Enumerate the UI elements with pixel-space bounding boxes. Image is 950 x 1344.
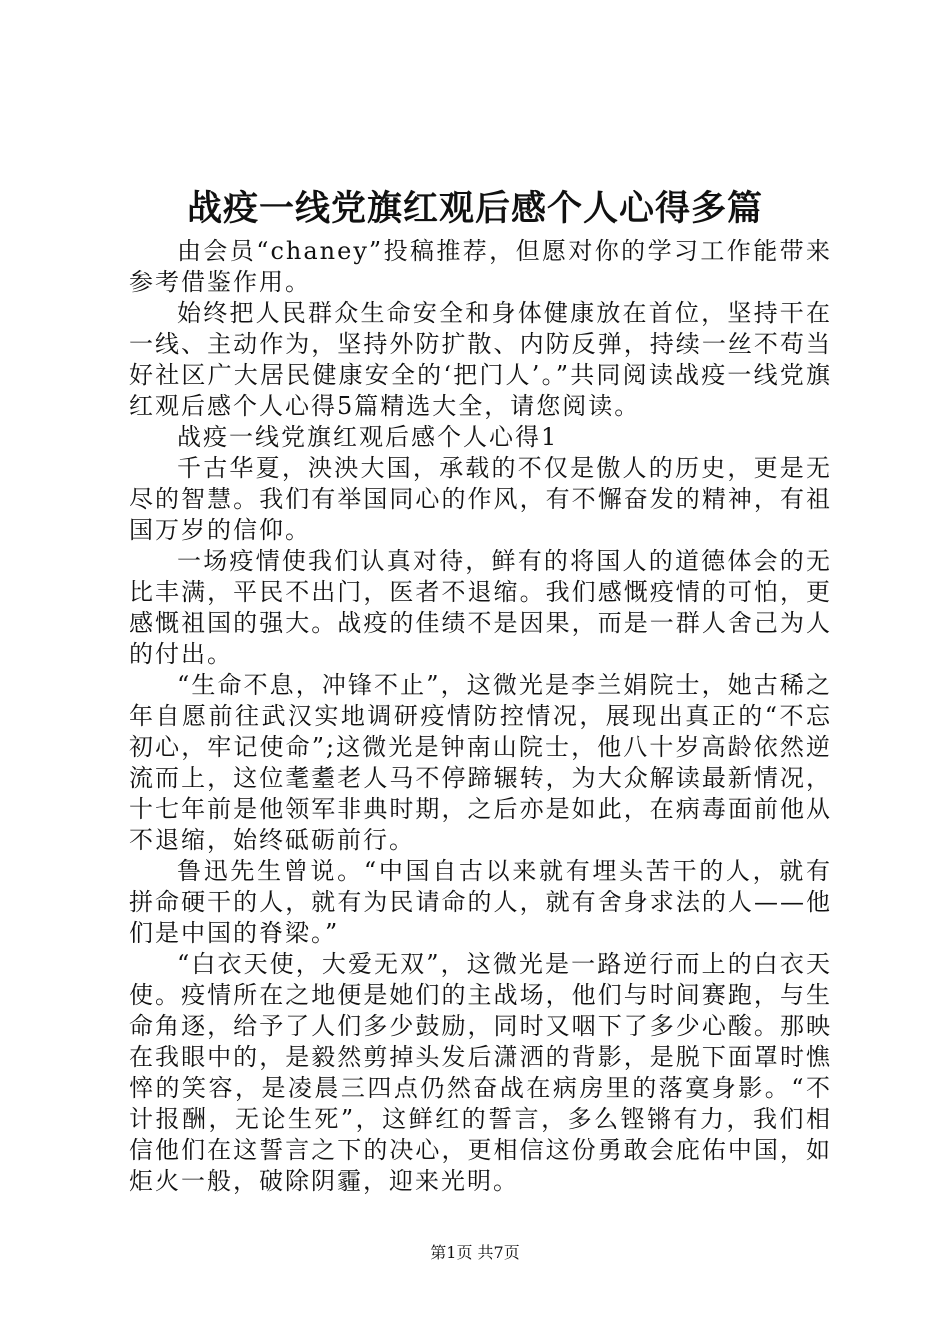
document-body	[129, 236, 832, 1197]
paragraph: “生命不息，冲锋不止”，这微光是李兰娟院士，她古稀之年自愿前往武汉实地调研疫情防控情况，展现出真正的“不忘初心，牢记使命”;这微光是钟南山院士，他八十岁高龄依然逆流而上，这位耄耋老人马不停蹄辗转，为大众解读最新情况，十七年前是他领军非典时期，之后亦是如此，在病毒面前他从不退缩，始终砥砺前行。	[129, 671, 832, 854]
paragraph: 鲁迅先生曾说。“中国自古以来就有埋头苦干的人，就有拼命硬干的人，就有为民请命的人，就有舍身求法的人——他们是中国的脊梁。”	[129, 857, 832, 947]
document-title: 战疫一线党旗红观后感个人心得多篇	[186, 188, 763, 229]
paragraph-intro: 由会员“chaney”投稿推荐，但愿对你的学习工作能带来参考借鉴作用。	[129, 237, 832, 296]
section-heading: 战疫一线党旗红观后感个人心得1	[177, 423, 559, 451]
page-number: 第1页 共7页	[430, 1243, 520, 1262]
paragraph: 千古华夏，泱泱大国，承载的不仅是傲人的历史，更是无尽的智慧。我们有举国同心的作风，有不懈奋发的精神，有祖国万岁的信仰。	[129, 454, 832, 544]
paragraph: 一场疫情使我们认真对待，鲜有的将国人的道德体会的无比丰满，平民不出门，医者不退缩。我们感慨疫情的可怕，更感慨祖国的强大。战疫的佳绩不是因果，而是一群人舍己为人的付出。	[129, 547, 832, 668]
paragraph-summary: 始终把人民群众生命安全和身体健康放在首位，坚持干在一线、主动作为，坚持外防扩散、内防反弹，持续一丝不苟当好社区广大居民健康安全的‘把门人’。”共同阅读战疫一线党旗红观后感个人心得5篇精选大全，请您阅读。	[129, 299, 832, 420]
paragraph: “白衣天使，大爱无双”，这微光是一路逆行而上的白衣天使。疫情所在之地便是她们的主战场，他们与时间赛跑，与生命角逐，给予了人们多少鼓励，同时又咽下了多少心酸。那映在我眼中的，是毅然剪掉头发后潇洒的背影，是脱下面罩时憔悴的笑容，是凌晨三四点仍然奋战在病房里的落寞身影。“不计报酬，无论生死”，这鲜红的誓言，多么铿锵有力，我们相信他们在这誓言之下的决心，更相信这份勇敢会庇佑中国，如炬火一般，破除阴霾，迎来光明。	[129, 950, 832, 1195]
